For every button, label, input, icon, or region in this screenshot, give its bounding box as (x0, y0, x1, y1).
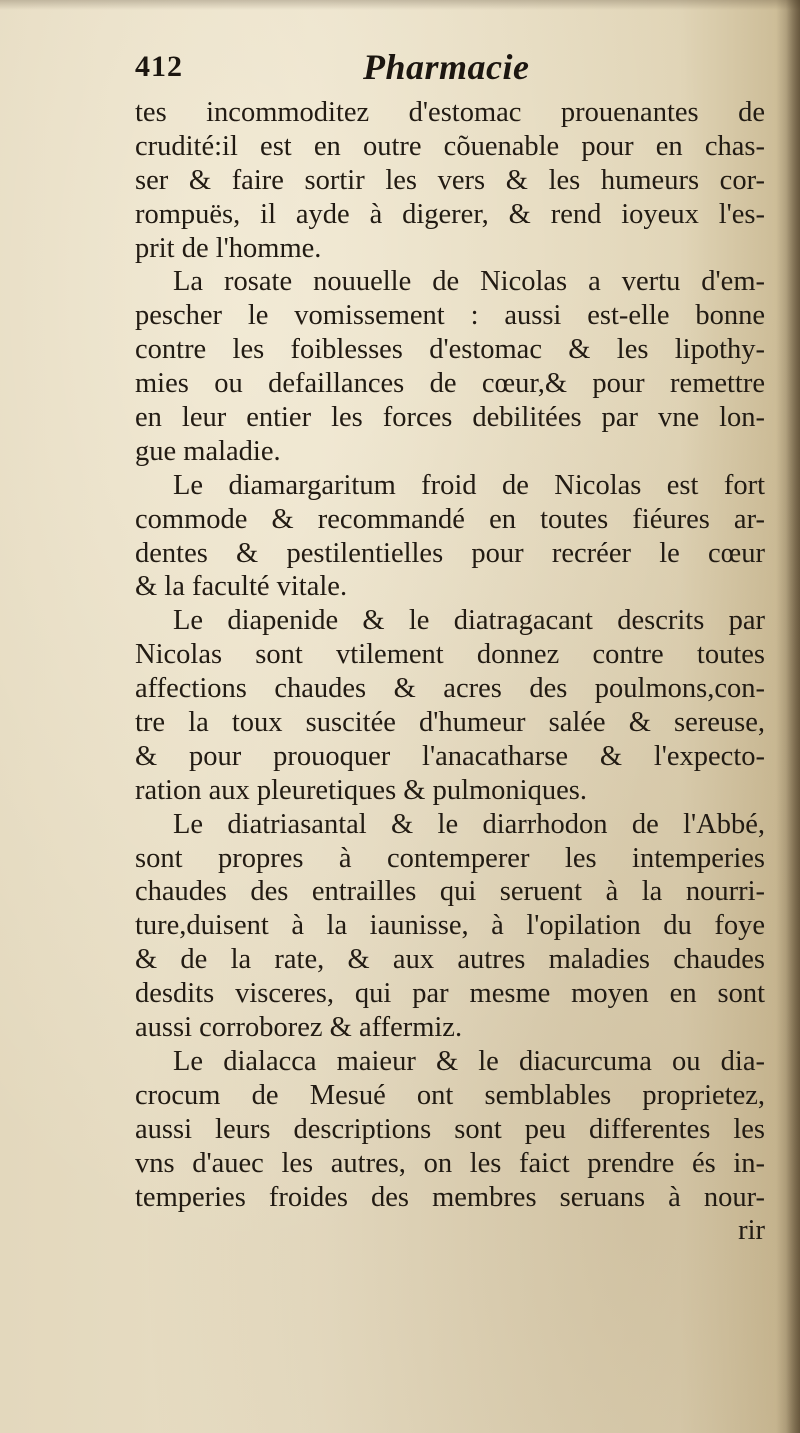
text-line: tes incommoditez d'estomac prouenantes de (135, 97, 765, 128)
paragraph-first-line: Le diamargaritum froid de Nicolas est fort (173, 469, 765, 501)
text-line: commode & recommandé en toutes fiéures ar- (135, 503, 765, 535)
text-line: ser & faire sortir les vers & les humeurs cor- (135, 164, 765, 196)
text-line: en leur entier les forces debilitées par vne lon- (135, 402, 765, 434)
text-line: mies ou defaillances de cœur,& pour remettre (135, 368, 765, 400)
text-line: vns d'auec les autres, on les faict prendre és in- (135, 1147, 765, 1179)
running-title: Pharmacie (363, 47, 530, 87)
text-line: crudité:il est en outre cõuenable pour en chas- (135, 130, 765, 162)
body-text (135, 96, 765, 1248)
text-line: sont propres à contemperer les intemperies (135, 842, 765, 874)
text-line: Nicolas sont vtilement donnez contre toutes (135, 639, 765, 671)
text-line: aussi corroborez & affermiz. (135, 1012, 463, 1044)
running-head (135, 44, 765, 92)
text-line: gue maladie. (135, 435, 281, 467)
page-number: 412 (135, 50, 183, 83)
text-line: affections chaudes & acres des poulmons,con- (135, 673, 765, 705)
text-line: aussi leurs descriptions sont peu differentes les (135, 1113, 765, 1145)
page-gutter-shadow (786, 0, 800, 1433)
text-line: crocum de Mesué ont semblables proprietez, (135, 1079, 765, 1111)
text-line: temperies froides des membres seruans à nour- (135, 1181, 765, 1213)
paragraph-first-line: Le diapenide & le diatragacant descrits par (173, 605, 765, 637)
text-line: & de la rate, & aux autres maladies chaudes (135, 944, 765, 976)
text-line: & la faculté vitale. (135, 571, 348, 603)
text-line: desdits visceres, qui par mesme moyen en sont (135, 978, 765, 1010)
text-line: ture,duisent à la iaunisse, à l'opilation du foye (135, 910, 765, 942)
paragraph-first-line: Le diatriasantal & le diarrhodon de l'Abbé, (173, 808, 765, 840)
catchword: rir (738, 1215, 765, 1247)
paragraph-first-line: La rosate nouuelle de Nicolas a vertu d'em- (173, 266, 765, 298)
text-line: & pour prouoquer l'anacatharse & l'expecto- (135, 740, 765, 772)
text-line: prit de l'homme. (135, 232, 322, 264)
page-top-shadow (0, 0, 800, 10)
paragraph-first-line: Le dialacca maieur & le diacurcuma ou dia- (173, 1045, 765, 1077)
text-line: dentes & pestilentielles pour recréer le cœur (135, 537, 765, 569)
text-line: pescher le vomissement : aussi est-elle bonne (135, 300, 765, 332)
text-line: chaudes des entrailles qui seruent à la nourri- (135, 876, 765, 908)
text-line: rompuës, il ayde à digerer, & rend ioyeux l'es- (135, 198, 765, 230)
text-line: tre la toux suscitée d'humeur salée & sereuse, (135, 707, 765, 739)
text-line: ration aux pleuretiques & pulmoniques. (135, 774, 587, 806)
text-line: contre les foiblesses d'estomac & les lipothy- (135, 334, 765, 366)
